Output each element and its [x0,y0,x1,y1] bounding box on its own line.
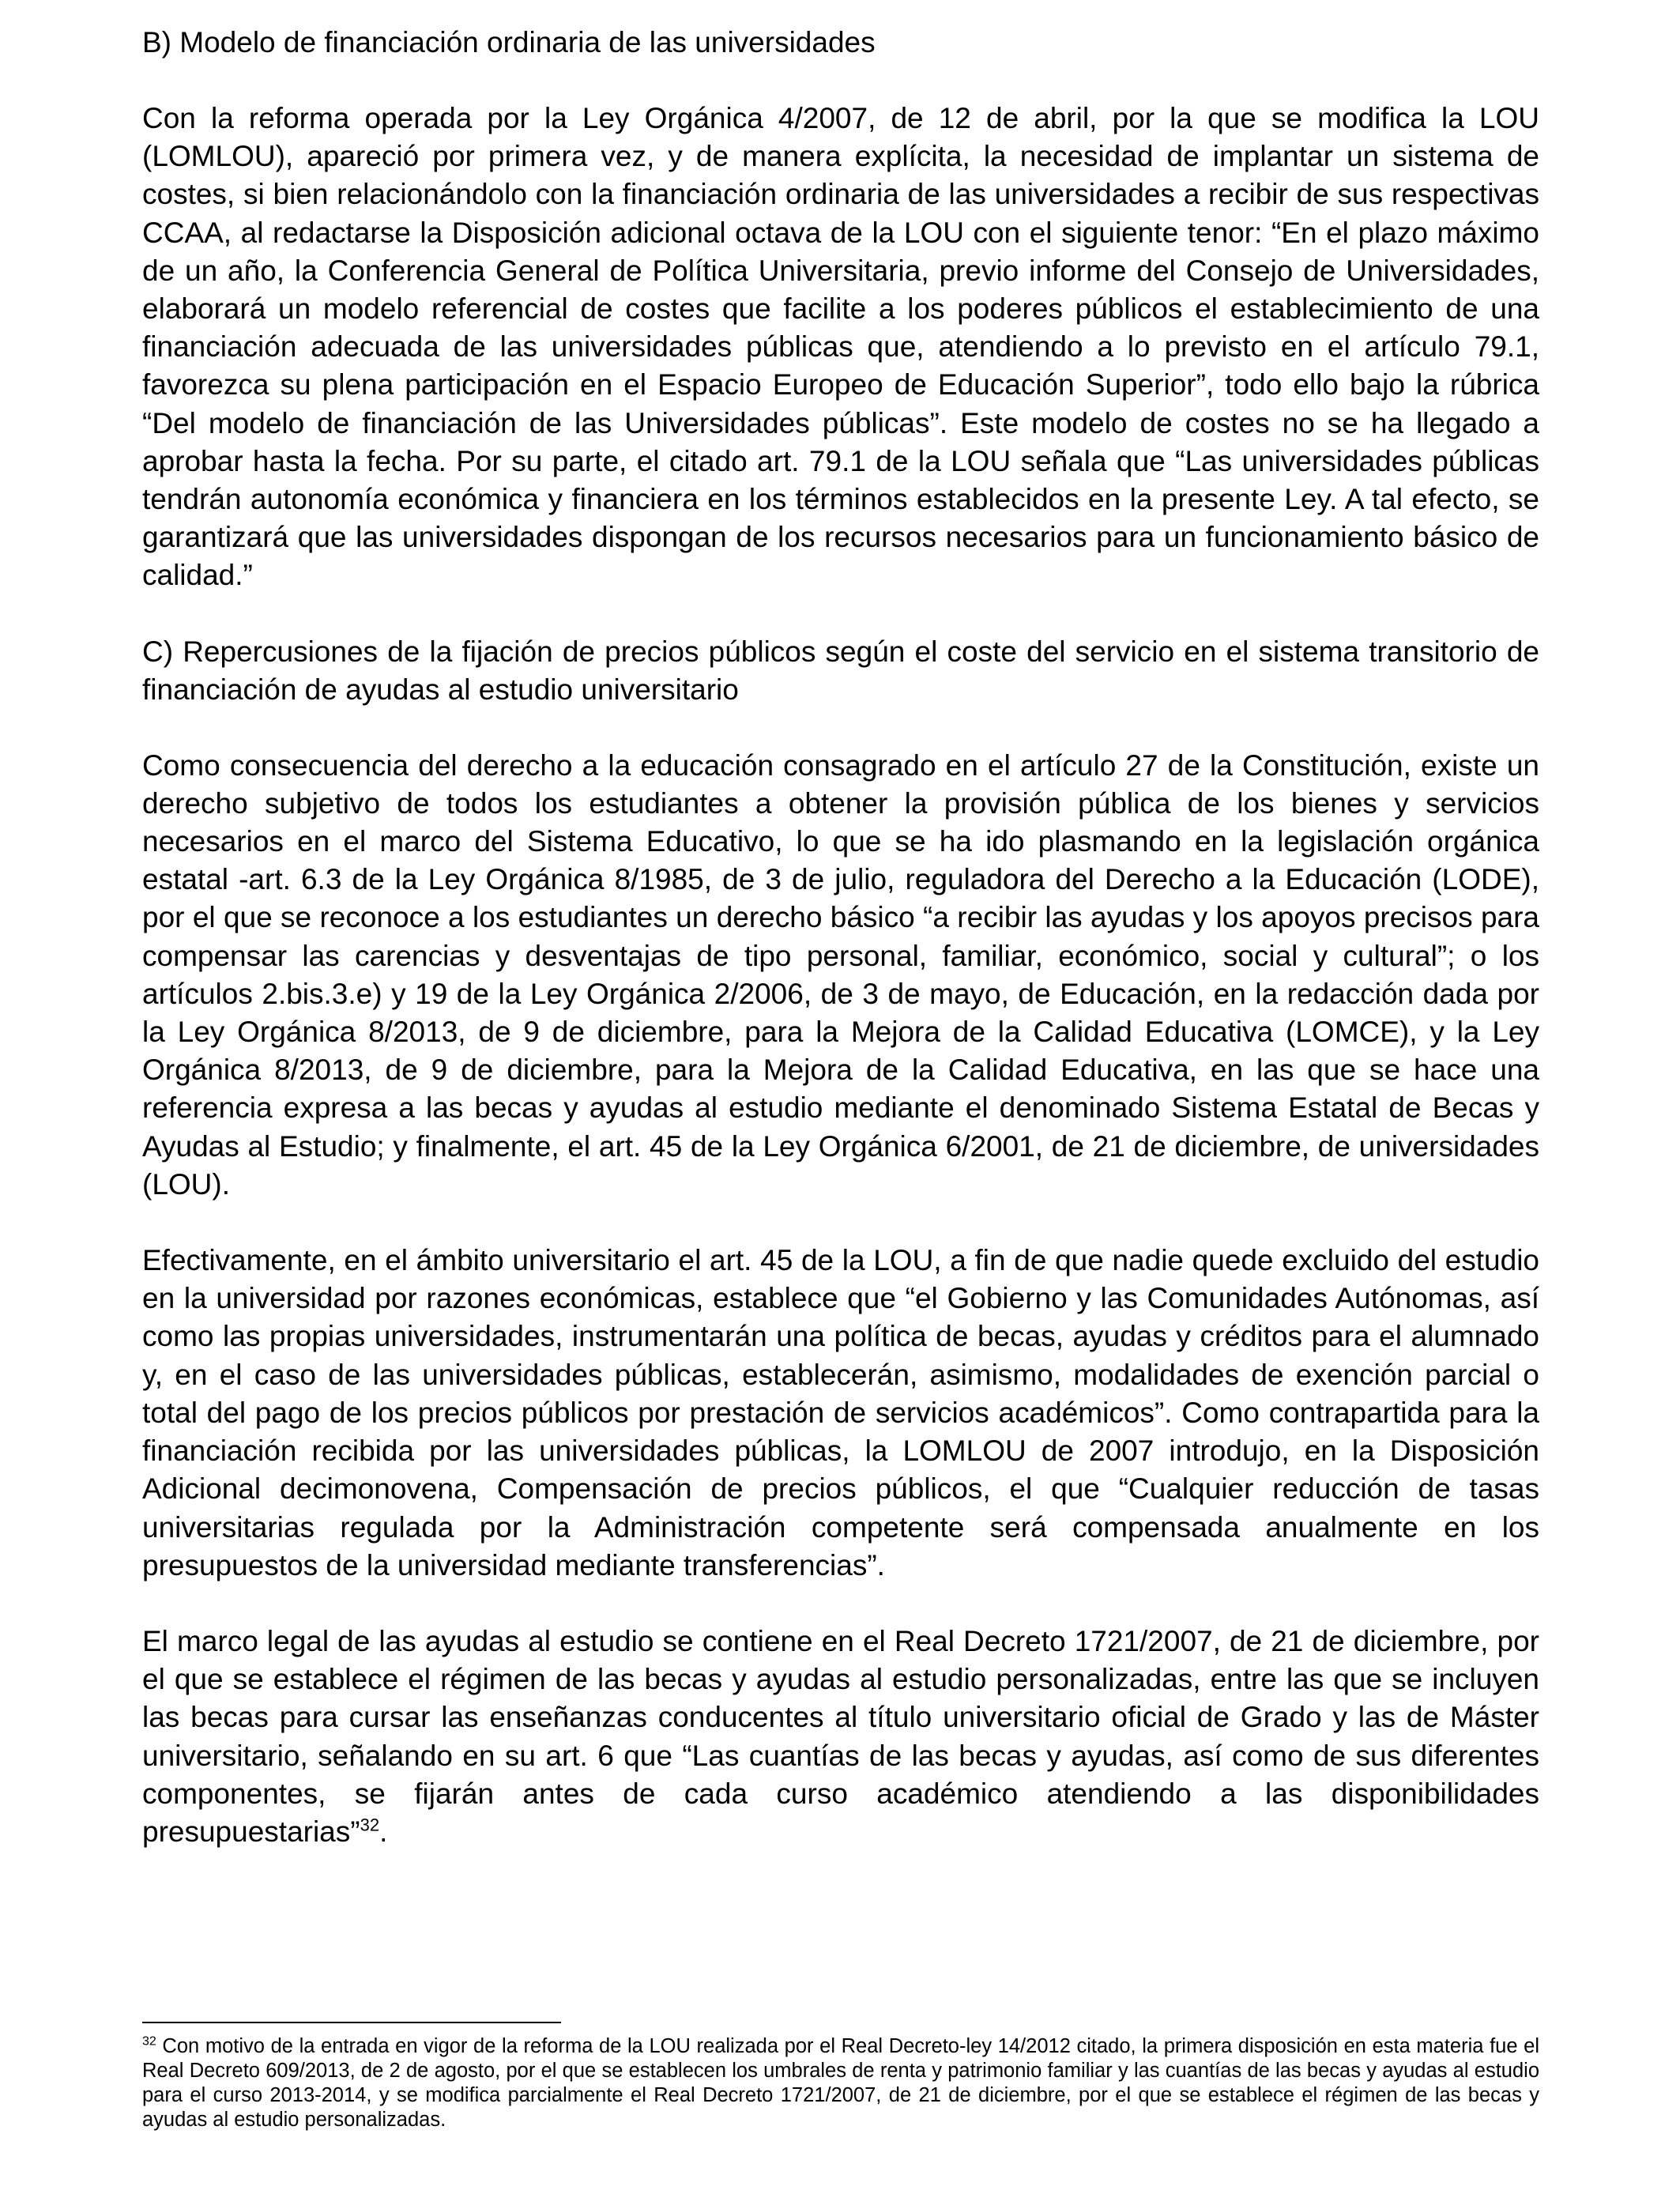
paragraph-3-text: El marco legal de las ayudas al estudio se contiene en el Real Decreto 1721/2007, de 21 de diciembre, por el que se establece el régimen de las becas y ayudas al estudio personalizadas, entre las que se incluyen las becas para cursar las enseñanzas conducentes al título universitario oficial de Grado y las de Máster universitario, señalando en su art. 6 que “Las cuantías de las becas y ayudas, así como de sus diferentes componentes, se fijarán antes de cada curso académico atendiendo a las disponibilidades presupuestarias” [142,1624,1539,1848]
section-c-paragraph-3 [142,1623,1539,1851]
footnote [142,2034,1539,2132]
section-c-paragraph-2: Efectivamente, en el ámbito universitario el art. 45 de la LOU, a fin de que nadie quede excluido del estudio en la universidad por razones económicas, establece que “el Gobierno y las Comunidades Autónomas, así como las propias universidades, instrumentarán una política de becas, ayudas y créditos para el alumnado y, en el caso de las universidades públicas, establecerán, asimismo, modalidades de exención parcial o total del pago de los precios públicos por prestación de servicios académicos”. Como contrapartida para la financiación recibida por las universidades públicas, la LOMLOU de 2007 introdujo, en la Disposición Adicional decimonovena, Compensación de precios públicos, el que “Cualquier reducción de tasas universitarias regulada por la Administración competente será compensada anualmente en los presupuestos de la universidad mediante transferencias”. [142,1244,1539,1581]
section-b-paragraph: Con la reforma operada por la Ley Orgánica 4/2007, de 12 de abril, por la que se modifica la LOU (LOMLOU), apareció por primera vez, y de manera explícita, la necesidad de implantar un sistema de costes, si bien relacionándolo con la financiación ordinaria de las universidades a recibir de sus respectivas CCAA, al redactarse la Disposición adicional octava de la LOU con el siguiente tenor: “En el plazo máximo de un año, la Conferencia General de Política Universitaria, previo informe del Consejo de Universidades, elaborará un modelo referencial de costes que facilite a los poderes públicos el establecimiento de una financiación adecuada de las universidades públicas que, atendiendo a lo previsto en el artículo 79.1, favorezca su plena participación en el Espacio Europeo de Educación Superior”, todo ello bajo la rúbrica “Del modelo de financiación de las Universidades públicas”. Este modelo de costes no se ha llegado a aprobar hasta la fecha. Por su parte, el citado art. 79.1 de la LOU señala que “Las universidades públicas tendrán autonomía económica y financiera en los términos establecidos en la presente Ley. A tal efecto, se garantizará que las universidades dispongan de los recursos necesarios para un funcionamiento básico de calidad.” [142,102,1539,592]
section-c-paragraph-1: Como consecuencia del derecho a la educación consagrado en el artículo 27 de la Constitución, existe un derecho subjetivo de todos los estudiantes a obtener la provisión pública de los bienes y servicios necesarios en el marco del Sistema Educativo, lo que se ha ido plasmando en la legislación orgánica estatal -art. 6.3 de la Ley Orgánica 8/1985, de 3 de julio, reguladora del Derecho a la Educación (LODE), por el que se reconoce a los estudiantes un derecho básico “a recibir las ayudas y los apoyos precisos para compensar las carencias y desventajas de tipo personal, familiar, económico, social y cultural”; o los artículos 2.bis.3.e) y 19 de la Ley Orgánica 2/2006, de 3 de mayo, de Educación, en la redacción dada por la Ley Orgánica 8/2013, de 9 de diciembre, para la Mejora de la Calidad Educativa (LOMCE), y la Ley Orgánica 8/2013, de 9 de diciembre, para la Mejora de la Calidad Educativa, en las que se hace una referencia expresa a las becas y ayudas al estudio mediante el denominado Sistema Estatal de Becas y Ayudas al Estudio; y finalmente, el art. 45 de la Ley Orgánica 6/2001, de 21 de diciembre, de universidades (LOU). [142,748,1539,1201]
paragraph-3-end: . [379,1815,388,1848]
footnote-text: Con motivo de la entrada en vigor de la reforma de la LOU realizada por el Real Decreto-ley 14/2012 citado, la primera disposición en esta materia fue el Real Decreto 609/2013, de 2 de agosto, por el que se establecen los umbrales de renta y patrimonio familiar y las cuantías de las becas y ayudas al estudio para el curso 2013-2014, y se modifica parcialmente el Real Decreto 1721/2007, de 21 de diciembre, por el que se establece el régimen de las becas y ayudas al estudio personalizadas. [142,2035,1539,2131]
footnote-reference[interactable]: 32 [360,1815,380,1835]
document-page [142,24,1539,1889]
footnote-number: 32 [142,2034,156,2049]
footnote-separator [142,2022,561,2023]
section-b-heading: B) Modelo de financiación ordinaria de las universidades [142,26,876,58]
section-c-heading: C) Repercusiones de la fijación de precios públicos según el coste del servicio en el sistema transitorio de financiación de ayudas al estudio universitario [142,635,1539,706]
